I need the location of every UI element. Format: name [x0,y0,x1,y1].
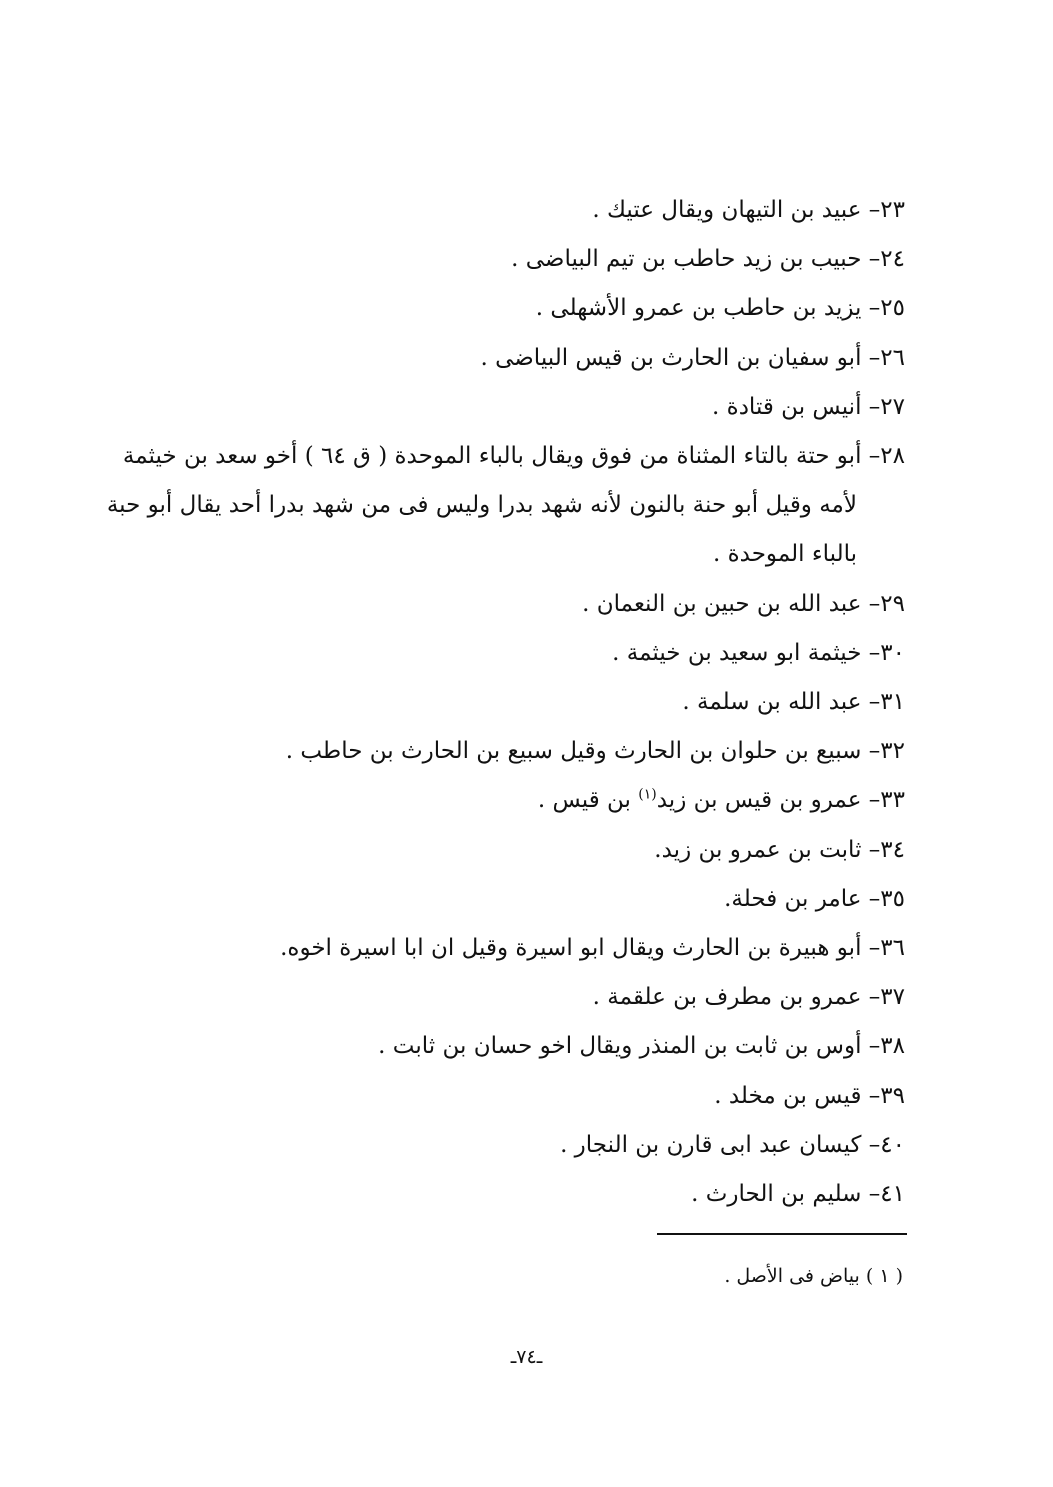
entry-text: كيسان عبد ابى قارن بن النجار . [560,1131,862,1158]
entry-separator: – [861,197,881,223]
entry-number: ٤٠ [880,1131,905,1158]
entry-separator: – [861,935,881,962]
list-item [145,678,905,727]
entry-number: ٣٢ [880,738,905,765]
entry-text: أوس بن ثابت بن المنذر ويقال اخو حسان بن ثابت . [378,1033,862,1060]
entry-separator: – [861,393,881,420]
entry-text: بن قيس . [537,787,639,814]
entry-continuation-line: بالباء الموحدة . [712,541,857,568]
entry-number: ٤١ [880,1181,905,1208]
entry-separator: – [861,639,881,666]
entry-text: أبو هبيرة بن الحارث ويقال ابو اسيرة وقيل ان ابا اسيرة اخوه. [280,935,862,962]
entry-separator: – [861,984,881,1011]
list-item [145,727,905,776]
list-item [145,580,905,629]
footnote: ( ١ ) بياض فى الأصل . [724,1265,903,1287]
entry-separator: – [861,1082,881,1109]
list-item [106,432,905,580]
entry-continuation-line: لأمه وقيل أبو حنة بالنون لأنه شهد بدرا وليس فى من شهد بدرا أحد يقال أبو حبة [106,492,857,519]
entry-number: ٣٣ [880,787,905,814]
list-item [145,1022,905,1071]
list-item [145,1121,905,1170]
entry-separator: – [861,885,881,912]
entry-separator: – [861,738,881,765]
entry-text: سليم بن الحارث . [691,1181,862,1208]
entry-text: ثابت بن عمرو بن زيد. [654,836,862,863]
entry-separator: – [861,836,881,863]
entry-number: ٢٧ [880,393,905,420]
list-item [145,826,905,875]
entry-text: عبد الله بن سلمة . [682,689,862,716]
entry-number: ٢٥ [880,295,905,322]
entry-number: ٢٣ [880,197,905,223]
entry-line [122,432,905,481]
entry-text: حبيب بن زيد حاطب بن تيم البياضى . [511,246,862,273]
entry-text: عمرو بن قيس بن زيد [656,787,862,814]
entry-separator: – [861,689,881,716]
entry-number: ٢٩ [880,590,905,617]
entry-separator: – [861,443,881,470]
entry-text: عبد الله بن حبين بن النعمان . [582,590,862,617]
footnote-marker: (١) [638,786,657,803]
entry-text: يزيد بن حاطب بن عمرو الأشهلى . [535,295,862,322]
entry-text: عامر بن فحلة. [724,885,862,912]
list-item [145,235,905,284]
entry-text: أنيس بن قتادة . [712,393,862,420]
entry-number: ٣١ [880,689,905,716]
footnote-divider [657,1233,907,1235]
entry-number: ٣٧ [880,984,905,1011]
entry-text: خيثمة ابو سعيد بن خيثمة . [612,639,862,666]
entry-number: ٣٠ [880,639,905,666]
entry-number: ٣٨ [880,1033,905,1060]
entry-text: قيس بن مخلد . [714,1082,862,1109]
entry-separator: – [861,344,881,371]
list-item [145,284,905,333]
list-item [145,973,905,1022]
entry-separator: – [861,246,881,273]
list-item [145,186,905,235]
list-item [145,334,905,383]
list-item [145,629,905,678]
entry-separator: – [861,1033,881,1060]
list-item [145,875,905,924]
list-item [145,383,905,432]
name-list [106,186,905,1219]
entry-number: ٣٥ [880,885,905,912]
entry-number: ٢٨ [880,443,905,470]
entry-separator: – [861,1131,881,1158]
entry-text: أبو سفيان بن الحارث بن قيس البياضى . [480,344,862,371]
entry-text: أبو حتة بالتاء المثناة من فوق ويقال بالباء الموحدة ( ق ٦٤ ) أخو سعد بن خيثمة [122,443,862,470]
entry-separator: – [861,787,881,814]
list-item [145,776,905,825]
page-number: ـ٧٤ـ [510,1346,543,1368]
entry-number: ٢٤ [880,246,905,273]
entry-separator: – [861,1181,881,1208]
list-item [145,924,905,973]
list-item [145,1072,905,1121]
entry-separator: – [861,590,881,617]
entry-text: عبيد بن التيهان ويقال عتيك . [592,197,862,223]
entry-number: ٣٩ [880,1082,905,1109]
list-item [145,1170,905,1219]
entry-number: ٣٦ [880,935,905,962]
entry-number: ٣٤ [880,836,905,863]
entry-text: عمرو بن مطرف بن علقمة . [592,984,862,1011]
entry-text: سبيع بن حلوان بن الحارث وقيل سبيع بن الحارث بن حاطب . [285,738,862,765]
entry-number: ٢٦ [880,344,905,371]
entry-separator: – [861,295,881,322]
